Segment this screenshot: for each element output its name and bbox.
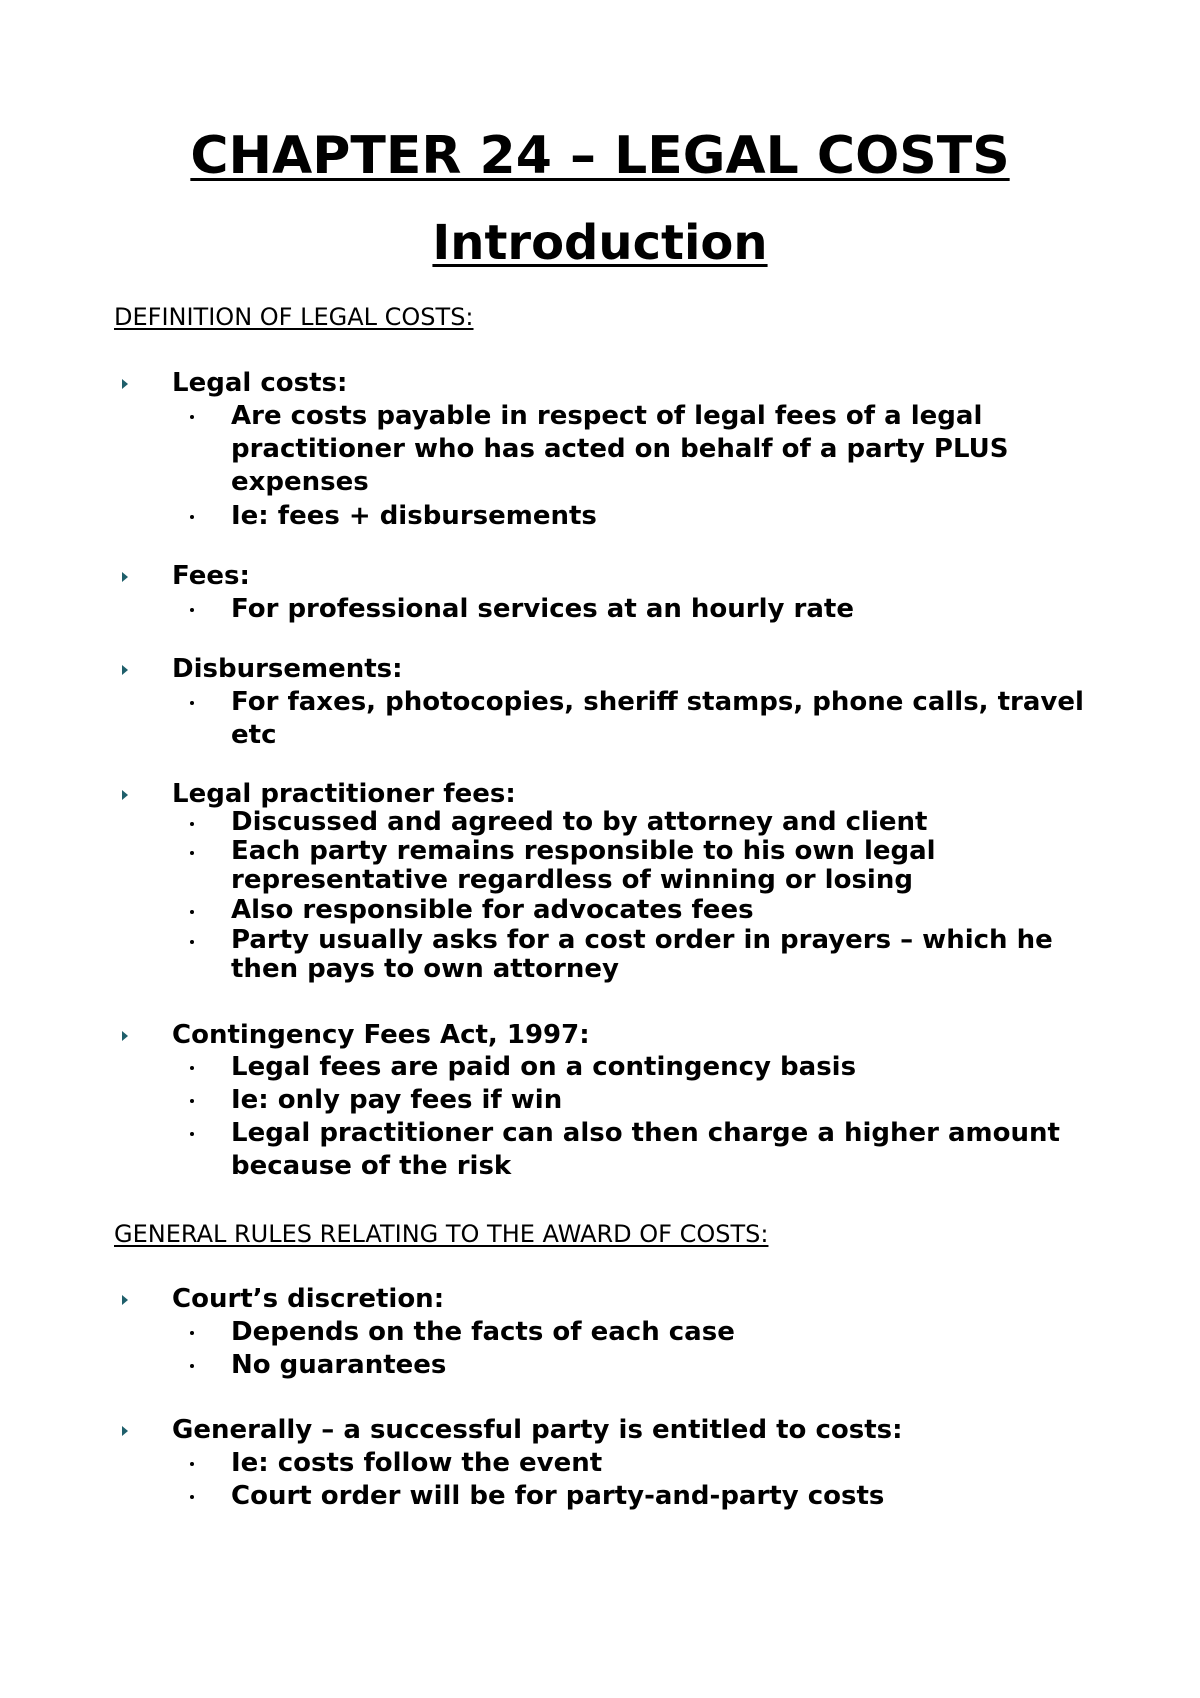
chapter-title: CHAPTER 24 – LEGAL COSTS bbox=[190, 126, 1010, 186]
dot-bullet-icon bbox=[190, 1462, 194, 1466]
dot-bullet-icon bbox=[190, 1495, 194, 1499]
bullet-label-generally: Generally – a successful party is entitled to costs: bbox=[172, 1415, 903, 1445]
bullet-label-disbursements: Disbursements: bbox=[172, 654, 403, 684]
dot-bullet-icon bbox=[190, 415, 194, 419]
dot-bullet-icon bbox=[190, 940, 194, 944]
sub-bullet-text: No guarantees bbox=[231, 1350, 447, 1380]
sub-bullet-text: Also responsible for advocates fees bbox=[231, 895, 754, 925]
sub-bullet-text: Ie: fees + disbursements bbox=[231, 501, 597, 531]
triangle-bullet-icon bbox=[120, 571, 130, 583]
bullet-label-fees: Fees: bbox=[172, 561, 250, 591]
sub-bullet-text: For faxes, photocopies, sheriff stamps, phone calls, travel etc bbox=[231, 687, 1084, 750]
triangle-bullet-icon bbox=[120, 1030, 130, 1042]
dot-bullet-icon bbox=[190, 822, 194, 826]
sub-bullet-text: Legal practitioner can also then charge a higher amount because of the risk bbox=[231, 1118, 1060, 1181]
section-title-introduction: Introduction bbox=[432, 215, 768, 271]
sub-bullet-text: Legal fees are paid on a contingency basis bbox=[231, 1052, 857, 1082]
dot-bullet-icon bbox=[190, 851, 194, 855]
triangle-bullet-icon bbox=[120, 1425, 130, 1437]
triangle-bullet-icon bbox=[120, 1294, 130, 1306]
sub-bullet-text: Court order will be for party-and-party costs bbox=[231, 1481, 885, 1511]
sub-bullet-text: Are costs payable in respect of legal fees of a legal practitioner who has acted on behalf of a party PLUS expenses bbox=[231, 401, 1009, 497]
dot-bullet-icon bbox=[190, 701, 194, 705]
sub-bullet-text: Ie: costs follow the event bbox=[231, 1448, 603, 1478]
bullet-label-legal-practitioner-fees: Legal practitioner fees: bbox=[172, 779, 516, 809]
section-heading-general-rules: GENERAL RULES RELATING TO THE AWARD OF COSTS: bbox=[114, 1220, 769, 1248]
triangle-bullet-icon bbox=[120, 378, 130, 390]
triangle-bullet-icon bbox=[120, 664, 130, 676]
dot-bullet-icon bbox=[190, 1066, 194, 1070]
dot-bullet-icon bbox=[190, 910, 194, 914]
section-heading-definition: DEFINITION OF LEGAL COSTS: bbox=[114, 303, 474, 331]
dot-bullet-icon bbox=[190, 1099, 194, 1103]
dot-bullet-icon bbox=[190, 1132, 194, 1136]
triangle-bullet-icon bbox=[120, 789, 130, 801]
dot-bullet-icon bbox=[190, 1364, 194, 1368]
sub-bullet-text: Party usually asks for a cost order in prayers – which he then pays to own attorney bbox=[231, 925, 1053, 984]
sub-bullet-text: Depends on the facts of each case bbox=[231, 1317, 735, 1347]
bullet-label-legal-costs: Legal costs: bbox=[172, 368, 348, 398]
sub-bullet-text: Discussed and agreed to by attorney and client bbox=[231, 807, 928, 837]
bullet-label-courts-discretion: Court’s discretion: bbox=[172, 1284, 445, 1314]
dot-bullet-icon bbox=[190, 1331, 194, 1335]
bullet-label-contingency-fees-act: Contingency Fees Act, 1997: bbox=[172, 1020, 590, 1050]
dot-bullet-icon bbox=[190, 608, 194, 612]
sub-bullet-text: Ie: only pay fees if win bbox=[231, 1085, 563, 1115]
sub-bullet-text: Each party remains responsible to his own legal representative regardless of winning or losing bbox=[231, 836, 936, 895]
dot-bullet-icon bbox=[190, 515, 194, 519]
sub-bullet-text: For professional services at an hourly rate bbox=[231, 594, 854, 624]
